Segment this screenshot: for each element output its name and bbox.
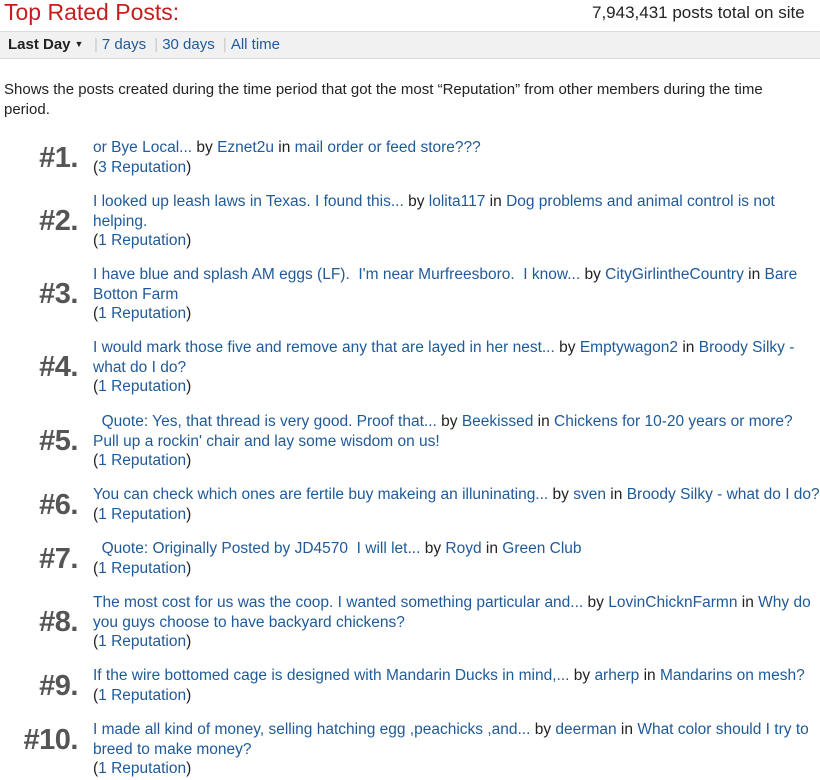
author-link[interactable]: arherp [594, 667, 640, 684]
by-label: by [196, 139, 213, 156]
reputation-count: (1 Reputation) [93, 633, 192, 650]
in-label: in [537, 413, 550, 430]
reputation-link[interactable]: 1 Reputation [98, 633, 187, 650]
post-snippet-link[interactable]: I made all kind of money, selling hatching egg ,peachicks ,and... [93, 721, 531, 738]
author-link[interactable]: Eznet2u [217, 139, 274, 156]
author-link[interactable]: lolita117 [428, 193, 486, 210]
reputation-link[interactable]: 3 Reputation [98, 158, 187, 176]
in-label: in [741, 594, 754, 611]
post-body [93, 485, 820, 524]
in-label: in [620, 721, 633, 738]
post-rank: #4. [39, 351, 78, 383]
thread-link[interactable]: Broody Silky - what do I do? [626, 486, 820, 503]
post-rank: #1. [39, 142, 78, 174]
chevron-down-icon: ▼ [74, 39, 84, 49]
thread-link[interactable]: Mandarins on mesh? [659, 667, 805, 684]
by-label: by [441, 413, 458, 430]
list-item [0, 265, 820, 338]
tab-7-days[interactable]: 7 days [101, 36, 147, 53]
author-link[interactable]: CityGirlintheCountry [605, 266, 744, 283]
list-item [0, 412, 820, 485]
by-label: by [573, 667, 591, 684]
page-header [0, 0, 820, 31]
post-snippet-link[interactable]: If the wire bottomed cage is designed with Mandarin Ducks in mind,... [93, 667, 570, 684]
by-label: by [534, 721, 552, 738]
post-rank: #8. [39, 606, 78, 638]
tab-separator: | [94, 36, 98, 53]
post-body [93, 338, 820, 397]
by-label: by [408, 193, 425, 210]
by-label: by [584, 266, 601, 283]
posts-total: 7,943,431 posts total on site [592, 3, 805, 22]
post-body [93, 192, 820, 251]
list-item [0, 539, 820, 593]
thread-link[interactable]: Dog problems and animal control is not helping. [93, 193, 775, 230]
reputation-link[interactable]: 1 Reputation [98, 505, 187, 523]
by-label: by [587, 594, 604, 611]
thread-link[interactable]: Bare Botton Farm [93, 266, 798, 303]
thread-link[interactable]: Chickens for 10-20 years or more? Pull up a rockin' chair and lay some wisdom on us! [93, 413, 793, 450]
in-label: in [643, 667, 656, 684]
reputation-link[interactable]: 1 Reputation [98, 559, 187, 577]
reputation-count: (1 Reputation) [93, 505, 192, 523]
in-label: in [682, 339, 695, 356]
tab-links [90, 32, 280, 57]
author-link[interactable]: Beekissed [461, 413, 534, 430]
by-label: by [424, 540, 442, 557]
post-rank: #3. [39, 278, 78, 310]
in-label: in [748, 266, 761, 283]
reputation-count: (1 Reputation) [93, 760, 192, 777]
list-item [0, 593, 820, 666]
post-snippet-link[interactable]: The most cost for us was the coop. I wanted something particular and... [93, 594, 584, 611]
thread-link[interactable]: Green Club [502, 540, 582, 557]
reputation-count: (1 Reputation) [93, 686, 192, 704]
post-rank: #10. [23, 724, 78, 756]
post-rank: #7. [39, 543, 78, 575]
reputation-count: (1 Reputation) [93, 305, 192, 322]
post-snippet-link[interactable]: You can check which ones are fertile buy makeing an illuninating... [93, 486, 549, 503]
reputation-count: (1 Reputation) [93, 378, 192, 395]
post-body [93, 666, 820, 705]
post-snippet-link[interactable]: I looked up leash laws in Texas. I found this... [93, 193, 404, 210]
list-item [0, 666, 820, 720]
time-period-tabs [0, 31, 820, 59]
post-snippet-link[interactable]: Quote: Originally Posted by JD4570 I will let... [93, 540, 421, 557]
in-label: in [489, 193, 502, 210]
reputation-link[interactable]: 1 Reputation [98, 686, 187, 704]
post-body [93, 412, 820, 471]
author-link[interactable]: Emptywagon2 [579, 339, 679, 356]
reputation-link[interactable]: 1 Reputation [98, 452, 187, 469]
list-item [0, 192, 820, 265]
tab-all-time[interactable]: All time [230, 36, 280, 53]
reputation-link[interactable]: 1 Reputation [98, 232, 187, 249]
in-label: in [278, 139, 291, 156]
reputation-count: (1 Reputation) [93, 452, 192, 469]
reputation-link[interactable]: 1 Reputation [98, 305, 187, 322]
tab-30-days[interactable]: 30 days [162, 36, 215, 53]
page-title: Top Rated Posts: [4, 0, 180, 25]
in-label: in [485, 540, 498, 557]
post-rank: #2. [39, 205, 78, 237]
author-link[interactable]: deerman [555, 721, 617, 738]
tab-last-day[interactable]: Last Day ▼ [8, 36, 84, 53]
post-body [93, 720, 820, 779]
reputation-link[interactable]: 1 Reputation [98, 378, 187, 395]
by-label: by [559, 339, 576, 356]
author-link[interactable]: LovinChicknFarmn [608, 594, 738, 611]
reputation-link[interactable]: 1 Reputation [98, 760, 187, 777]
thread-link[interactable]: Broody Silky - what do I do? [93, 339, 795, 376]
post-body [93, 265, 820, 324]
thread-link[interactable]: Why do you guys choose to have backyard chickens? [93, 594, 811, 631]
in-label: in [610, 486, 623, 503]
post-snippet-link[interactable]: I would mark those five and remove any that are layed in her nest... [93, 339, 555, 356]
reputation-count: (1 Reputation) [93, 232, 192, 249]
list-item [0, 138, 820, 192]
reputation-count: (3 Reputation) [93, 158, 192, 176]
list-item [0, 720, 820, 780]
page-description: Shows the posts created during the time period that got the most “Reputation” from other members during the time period. [4, 81, 763, 118]
tab-separator: | [222, 36, 227, 53]
post-rank: #6. [39, 489, 78, 521]
thread-link[interactable]: What color should I try to breed to make money? [93, 721, 809, 758]
list-item [0, 338, 820, 412]
post-snippet-link[interactable]: I have blue and splash AM eggs (LF). I'm near Murfreesboro. I know... [93, 266, 581, 283]
thread-link[interactable]: mail order or feed store??? [294, 139, 481, 156]
post-body [93, 539, 820, 578]
post-body [93, 593, 820, 652]
post-rank: #5. [39, 425, 78, 457]
by-label: by [552, 486, 569, 503]
tab-separator: | [154, 36, 159, 53]
reputation-count: (1 Reputation) [93, 559, 192, 577]
post-rank: #9. [39, 670, 78, 702]
author-link[interactable]: Royd [445, 540, 482, 557]
post-snippet-link[interactable]: or Bye Local... [93, 139, 193, 156]
post-body [93, 138, 820, 177]
author-link[interactable]: sven [573, 486, 606, 503]
post-snippet-link[interactable]: Quote: Yes, that thread is very good. Proof that... [93, 413, 437, 430]
list-item [0, 485, 820, 539]
